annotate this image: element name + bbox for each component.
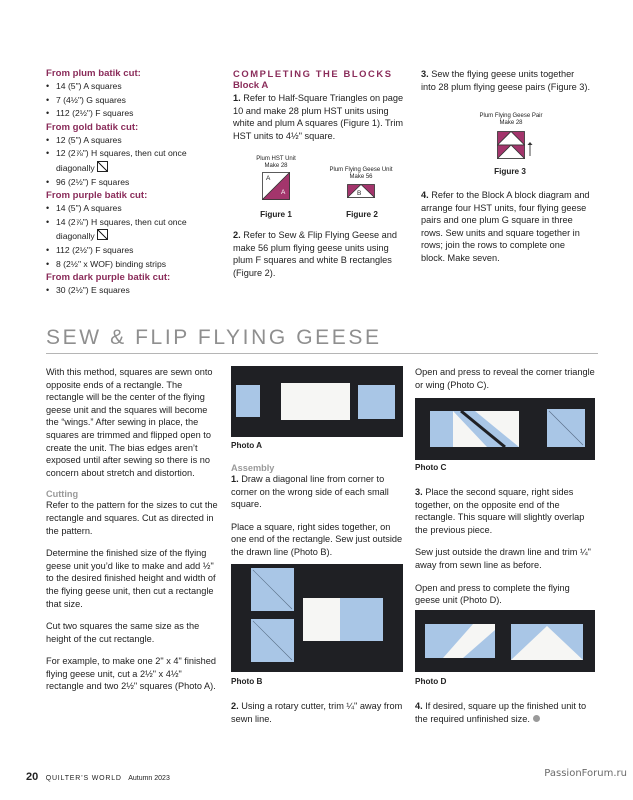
list-item: • 12 (5") A squares: [46, 134, 226, 148]
step-number: 4.: [415, 701, 423, 711]
cutting-paragraph-4: For example, to make one 2" x 4" finished flying geese unit, cut a 2½" x 4½" rectangle and two 2½" squares (Photo A).: [46, 656, 216, 692]
assembly-step-2-block: [231, 700, 403, 735]
drawn-line: [547, 409, 585, 447]
figure-1: [248, 156, 304, 200]
step-3: [421, 68, 591, 93]
plum-heading: From plum batik cut:: [46, 68, 141, 79]
step-3-block: [421, 68, 591, 93]
cutting-paragraph-3: Cut two squares the same size as the height of the cut rectangle.: [46, 621, 200, 644]
step-number: 2.: [231, 701, 239, 711]
cutting-paragraph-2: Determine the finished size of the flying geese unit you’d like to make and add ½" to the desired finished height and width of the flying geese unit, then cut a rectangle that size.: [46, 548, 216, 609]
figure-2-b-label: B: [357, 190, 362, 197]
list-item: • 30 (2½") E squares: [46, 284, 226, 298]
figure-1-label: Plum HST Unit: [256, 156, 296, 162]
figure-3: [463, 113, 559, 159]
step-text: Draw a diagonal line from corner to corner on the wrong side of each small square.: [231, 474, 389, 510]
gold-heading: From gold batik cut:: [46, 121, 139, 133]
figure-2-label: Plum Flying Geese Unit: [329, 167, 393, 173]
step-text: Refer to Sew & Flip Flying Geese and make 56 plum flying geese units using plum F squares and white B rectangles (Figure 2).: [233, 230, 397, 278]
half-square-triangle-icon: [97, 229, 108, 240]
step-4: [421, 189, 591, 265]
figure-3-label: Plum Flying Geese Pair: [479, 113, 543, 119]
list-item: • 14 (5") A squares: [46, 80, 226, 94]
list-item: • 7 (4½") G squares: [46, 94, 226, 108]
assembly-block: [231, 463, 403, 569]
figure-1-caption: Figure 1: [260, 210, 292, 219]
photo-a: [231, 366, 403, 437]
fabric-square-sewn: [340, 598, 383, 641]
assembly-heading: Assembly: [231, 463, 275, 473]
list-item: • 112 (2½") F squares: [46, 107, 226, 121]
list-item: • 14 (2⅞") H squares, then cut once: [46, 216, 226, 230]
cutting-lists: [46, 67, 226, 298]
dark-purple-heading: From dark purple batik cut:: [46, 272, 171, 284]
assembly-step-4: [415, 700, 595, 725]
plum-list: [46, 80, 226, 121]
assembly-step-2: [231, 700, 403, 725]
watermark: PassionForum.ru: [544, 768, 627, 779]
step-4-block: [421, 189, 591, 265]
step-text: If desired, square up the finished unit to the required unfinished size.: [415, 701, 587, 724]
fabric-square-right: [358, 385, 395, 419]
step-text: Place the second square, right sides together, on the opposite end of the rectangle. This square will slightly overlap the previous piece.: [415, 487, 585, 535]
list-item: • 14 (5") A squares: [46, 202, 226, 216]
cutting-heading: Cutting: [46, 489, 79, 500]
step-number: 1.: [231, 474, 239, 484]
photo-a-caption: Photo A: [231, 441, 263, 450]
flying-geese-pair-diagram: [497, 131, 525, 159]
purple-heading: From purple batik cut:: [46, 190, 148, 202]
fabric-rectangle: [281, 383, 350, 420]
step-text: Sew the flying geese units together into 28 plum flying geese pairs (Figure 3).: [421, 69, 591, 92]
step-number: 1.: [233, 93, 241, 103]
sew-flip-title: SEW & FLIP FLYING GEESE: [46, 326, 382, 349]
end-mark-icon: [533, 715, 540, 722]
completing-column: [233, 68, 409, 142]
step-number: 3.: [421, 69, 429, 79]
page-number: 20: [26, 771, 39, 783]
drawn-line-top: [251, 568, 294, 611]
dark-purple-list: [46, 284, 226, 298]
right-column-mid: [415, 486, 595, 617]
list-item-continued: [46, 161, 226, 176]
step-text: Refer to Half-Square Triangles on page 10 and make 28 plum HST units using white and plum A squares (Figure 1). Trim HST units to 4½" square.: [233, 93, 404, 141]
fabric-square-left: [236, 385, 260, 417]
right-column-bottom: [415, 700, 595, 735]
pressed-wing: [453, 411, 519, 447]
figure-1-a-label-top: A: [266, 175, 271, 182]
right-column-top: [415, 366, 595, 401]
photo-b-caption: Photo B: [231, 677, 263, 686]
finished-flying-geese-unit: [511, 624, 583, 660]
photo-c-caption: Photo C: [415, 463, 447, 472]
assembly-step-1b: Place a square, right sides together, on one end of the rectangle. Sew just outside the drawn line (Photo B).: [231, 521, 403, 557]
list-item: • 96 (2½") F squares: [46, 176, 226, 190]
figure-3-caption: Figure 3: [494, 167, 526, 176]
step-2: [233, 229, 409, 279]
figure-1-count: Make 28: [264, 163, 288, 169]
issue-date: Autumn 2023: [128, 775, 170, 782]
list-item: • 12 (2⅞") H squares, then cut once: [46, 147, 226, 161]
purple-list: [46, 202, 226, 271]
step-2-block: [233, 229, 409, 279]
list-item-continued: [46, 229, 226, 244]
step-1: [233, 92, 409, 142]
photo-b: [231, 564, 403, 672]
title-rule: [46, 353, 598, 354]
sew-trim-paragraph: Sew just outside the drawn line and trim ¼" away from sewn line as before.: [415, 547, 591, 570]
open-press-paragraph: Open and press to reveal the corner triangle or wing (Photo C).: [415, 367, 595, 390]
figure-1-a-label-bottom: A: [281, 189, 286, 196]
photo-c: [415, 398, 595, 460]
footer: [26, 767, 170, 785]
list-item: • 8 (2½" x WOF) binding strips: [46, 258, 226, 272]
magazine-name: QUILTER’S WORLD: [45, 775, 122, 782]
intro-paragraph: With this method, squares are sewn onto opposite ends of a rectangle. The rectangle will be the center of the flying geese unit and the squares will become the “wings.” After sewing in place, the squares are trimmed and flipped open to create the unit. The bias edges aren’t exposed until after sewing so there is no concern about stretch and distortion.: [46, 367, 213, 478]
sew-flip-left-column: [46, 366, 220, 703]
step-number: 4.: [421, 190, 429, 200]
arrow-icon: [527, 142, 533, 156]
block-a-heading: Block A: [233, 80, 269, 91]
figure-2-count: Make 56: [349, 174, 373, 180]
assembly-step-3: [415, 486, 595, 536]
list-item-text: diagonally: [56, 231, 95, 242]
cutting-paragraph-1: Refer to the pattern for the sizes to cut the rectangle and squares. Cut as directed in the pattern.: [46, 500, 218, 536]
step-number: 2.: [233, 230, 241, 240]
list-item: • 112 (2½") F squares: [46, 244, 226, 258]
completing-title: COMPLETING THE BLOCKS: [233, 68, 393, 79]
step-text: Using a rotary cutter, trim ¼" away from sewn line.: [231, 701, 403, 724]
fabric-wing-left: [430, 411, 453, 447]
unit-in-progress: [425, 624, 495, 658]
drawn-line-bottom: [251, 619, 294, 662]
list-item-text: diagonally: [56, 162, 95, 173]
gold-list: [46, 134, 226, 189]
assembly-step-1: [231, 473, 403, 511]
step-text: Refer to the Block A block diagram and arrange four HST units, four flying geese pairs and one plum G square in three rows. Sew units and square together in rows; join the rows to complete one block. Make seven.: [421, 190, 590, 263]
step-number: 3.: [415, 487, 423, 497]
figure-2-caption: Figure 2: [346, 210, 378, 219]
photo-d-caption: Photo D: [415, 677, 447, 686]
photo-d: [415, 610, 595, 672]
half-square-triangle-icon: [97, 161, 108, 172]
complete-unit-paragraph: Open and press to complete the flying geese unit (Photo D).: [415, 582, 570, 606]
figure-3-count: Make 28: [499, 120, 523, 126]
